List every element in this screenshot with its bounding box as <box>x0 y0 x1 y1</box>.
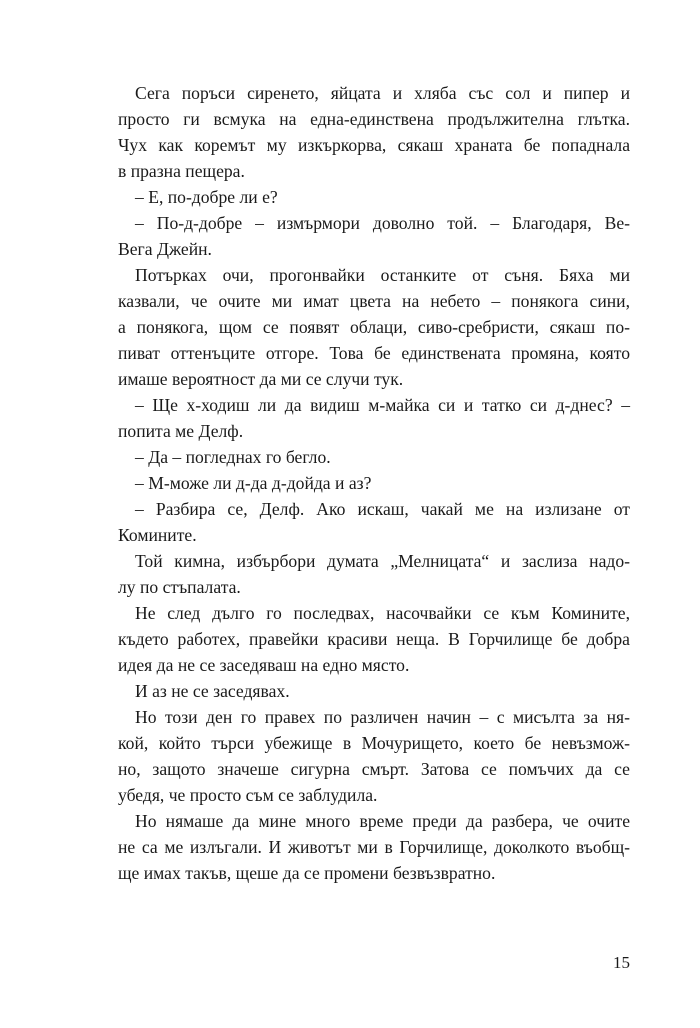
text-line: но, защото значеше сигурна смърт. Затова се помъчих да се <box>118 759 630 779</box>
text-line: – Да – погледнах го бегло. <box>135 447 331 467</box>
text-line: Вега Джейн. <box>118 239 212 259</box>
text-line: кой, който търси убежище в Мочурището, което бе невъзмож- <box>118 733 630 753</box>
text-line: Комините. <box>118 525 197 545</box>
body-text <box>118 80 630 886</box>
text-line: – Е, по-добре ли е? <box>135 187 278 207</box>
text-line: – По-д-добре – измърмори доволно той. – Благодаря, Ве- <box>135 213 630 233</box>
text-line: ще имах такъв, щеше да се промени безвъзвратно. <box>118 863 496 883</box>
text-line: Но нямаше да мине много време преди да разбера, че очите <box>135 811 630 831</box>
text-line: казвали, че очите ми имат цвета на небето – понякога сини, <box>118 291 630 311</box>
text-line: попита ме Делф. <box>118 421 244 441</box>
text-line: пиват оттенъците отгоре. Това бе единствената промяна, която <box>118 343 630 363</box>
text-line: не са ме излъгали. И животът ми в Горчилище, доколкото въобщ- <box>118 837 630 857</box>
text-line: лу по стъпалата. <box>118 577 241 597</box>
text-line: Той кимна, избърбори думата „Мелницата“ и заслиза надо- <box>135 551 630 571</box>
text-line: имаше вероятност да ми се случи тук. <box>118 369 404 389</box>
text-line: – Ще х-ходиш ли да видиш м-майка си и татко си д-днес? – <box>135 395 630 415</box>
text-line: просто ги всмука на една-единствена продължителна глътка. <box>118 109 630 129</box>
text-line: в празна пещера. <box>118 161 245 181</box>
page-number: 15 <box>613 953 630 972</box>
text-line: където работех, правейки красиви неща. В Горчилище бе добра <box>118 629 630 649</box>
text-line: – Разбира се, Делф. Ако искаш, чакай ме на излизане от <box>135 499 630 519</box>
text-line: Чух как коремът му изкъркорва, сякаш храната бе попаднала <box>118 135 630 155</box>
text-line: Сега поръси сиренето, яйцата и хляба със сол и пипер и <box>135 83 630 103</box>
text-line: идея да не се заседяваш на едно място. <box>118 655 410 675</box>
text-line: а понякога, щом се появят облаци, сиво-сребристи, сякаш по- <box>118 317 630 337</box>
text-line: Потърках очи, прогонвайки останките от съня. Бяха ми <box>135 265 630 285</box>
text-line: – М-може ли д-да д-дойда и аз? <box>135 473 372 493</box>
text-line: Но този ден го правех по различен начин – с мисълта за ня- <box>135 707 630 727</box>
text-line: убедя, че просто съм се заблудила. <box>118 785 378 805</box>
text-line: Не след дълго го последвах, насочвайки се към Комините, <box>135 603 630 623</box>
text-line: И аз не се заседявах. <box>135 681 290 701</box>
